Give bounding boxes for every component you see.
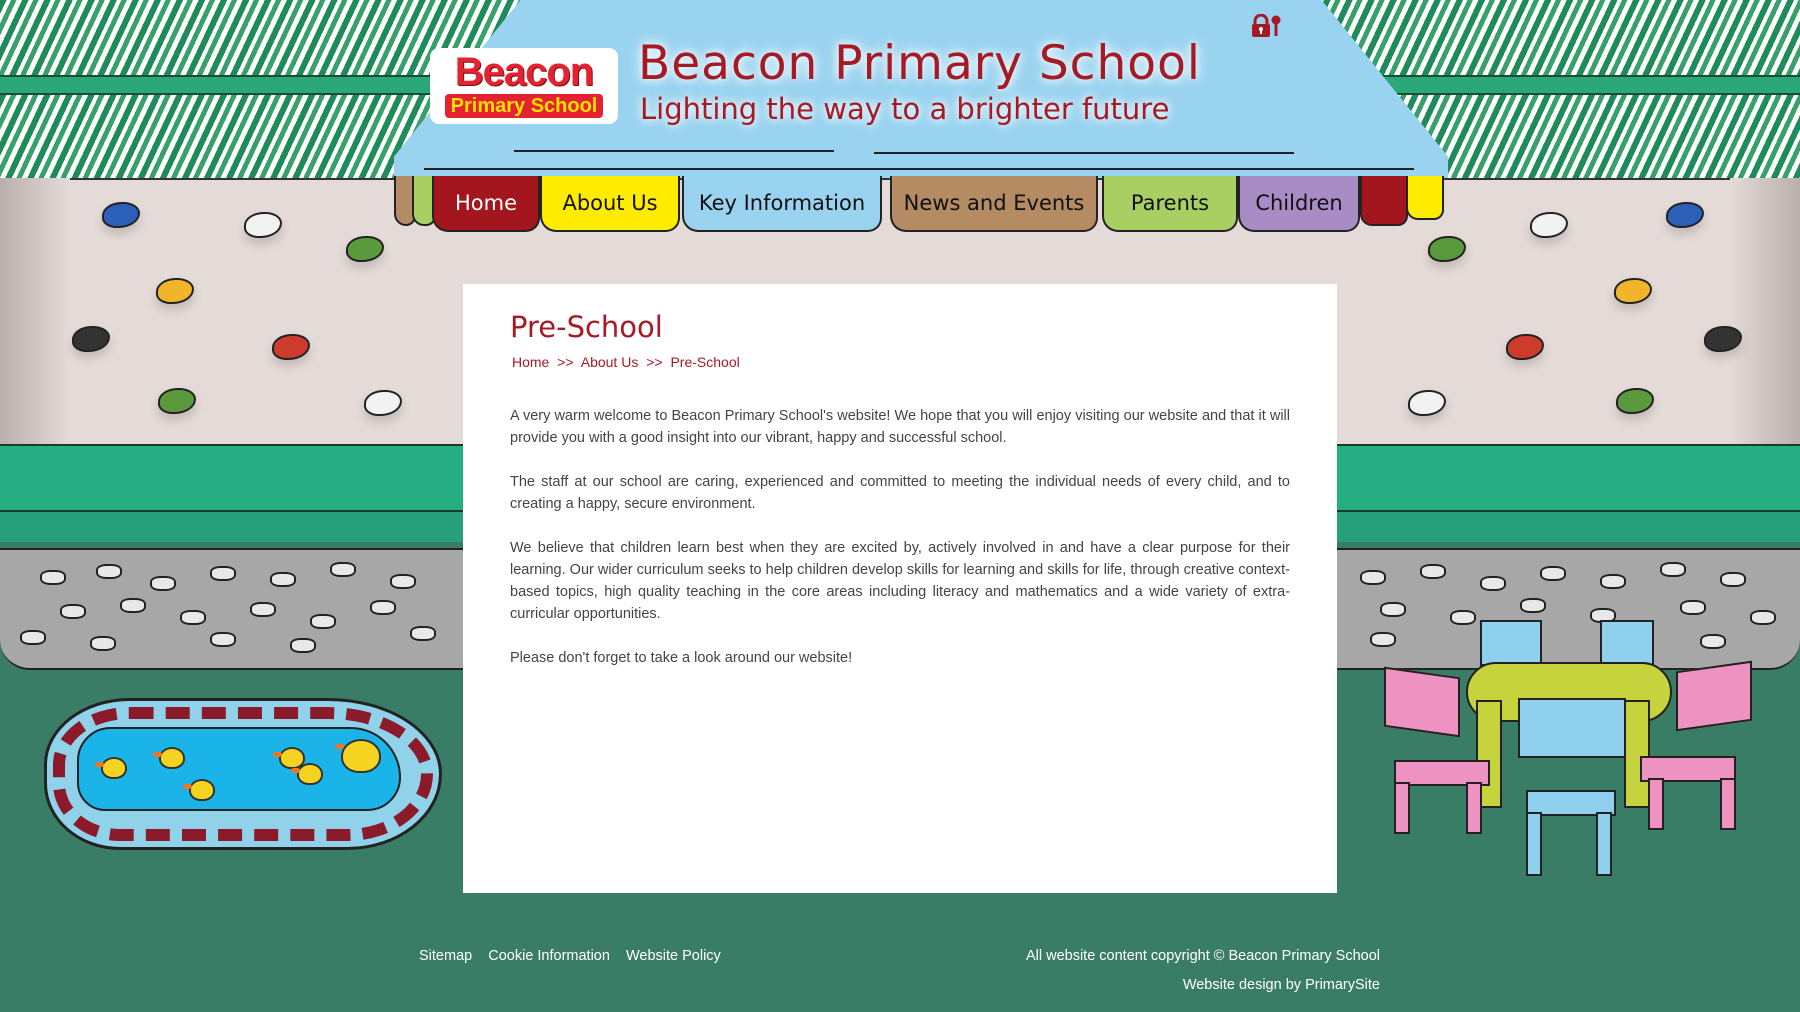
page-body (510, 405, 1290, 691)
breadcrumb-separator: >> (646, 354, 663, 370)
footer-credit (1183, 977, 1380, 993)
breadcrumb-separator: >> (557, 354, 574, 370)
main-navigation (394, 176, 1448, 240)
nav-item-label: About Us (562, 191, 658, 215)
footer-copyright: All website content copyright © Beacon Primary School (1025, 948, 1380, 964)
body-paragraph: The staff at our school are caring, experienced and committed to meeting the individual needs of every child, and to creating a happy, secure environment. (510, 474, 1290, 512)
breadcrumb-about-us[interactable]: About Us (580, 354, 639, 370)
wall-shade-left (0, 178, 70, 446)
duck-icon (297, 763, 323, 785)
school-logo[interactable] (430, 48, 618, 124)
breadcrumb (512, 354, 740, 370)
wall-shade-right (1730, 178, 1800, 446)
duck-icon (101, 757, 127, 779)
footer-link-sitemap[interactable]: Sitemap (419, 948, 473, 964)
nav-item-home[interactable] (432, 176, 540, 232)
breadcrumb-home[interactable]: Home (512, 354, 550, 370)
nav-item-label: News and Events (903, 191, 1085, 215)
logo-sub-text: Primary School (445, 94, 604, 118)
nav-item-children[interactable] (1238, 176, 1360, 232)
body-paragraph: We believe that children learn best when they are excited by, actively involved in and have a clear purpose for their learning. Our wider curriculum seeks to help children develop skills for learning and skills for life, through creative context-based topics, high quality teaching in the core areas including literacy and mathematics and a wide variety of extra-curricular opportunities. (510, 540, 1290, 622)
site-tagline: Lighting the way to a brighter future (640, 92, 1170, 126)
body-paragraph: A very warm welcome to Beacon Primary School's website! We hope that you will enjoy visiting our website and that it will provide you with a good insight into our vibrant, happy and successful school. (510, 408, 1290, 446)
duck-pond-illustration (44, 698, 442, 850)
nav-item-label: Key Information (698, 191, 866, 215)
duck-icon (189, 779, 215, 801)
nav-decoration (1360, 176, 1408, 226)
content-panel (463, 284, 1337, 893)
footer-link-cookie-information[interactable]: Cookie Information (488, 948, 610, 964)
nav-item-parents[interactable] (1102, 176, 1238, 232)
lock-key-icon[interactable] (1251, 14, 1281, 38)
nav-item-label: Parents (1130, 191, 1210, 215)
nav-item-label: Home (454, 191, 517, 215)
nav-item-about-us[interactable] (540, 176, 680, 232)
page-title: Pre-School (510, 310, 663, 344)
footer-credit-link[interactable]: PrimarySite (1305, 977, 1380, 993)
footer-credit-prefix: Website design by (1182, 977, 1306, 993)
nav-item-label: Children (1255, 191, 1343, 215)
site-title: Beacon Primary School (638, 36, 1201, 91)
duck-icon (341, 739, 381, 773)
breadcrumb-pre-school[interactable]: Pre-School (670, 354, 740, 370)
logo-main-text: Beacon (454, 50, 594, 94)
duck-icon (159, 747, 185, 769)
footer-links (419, 948, 733, 964)
body-paragraph: Please don't forget to take a look around our website! (510, 650, 853, 666)
nav-item-key-information[interactable] (682, 176, 882, 232)
footer-link-website-policy[interactable]: Website Policy (625, 948, 721, 964)
nav-decoration (1406, 176, 1444, 220)
nav-item-news-and-events[interactable] (890, 176, 1098, 232)
